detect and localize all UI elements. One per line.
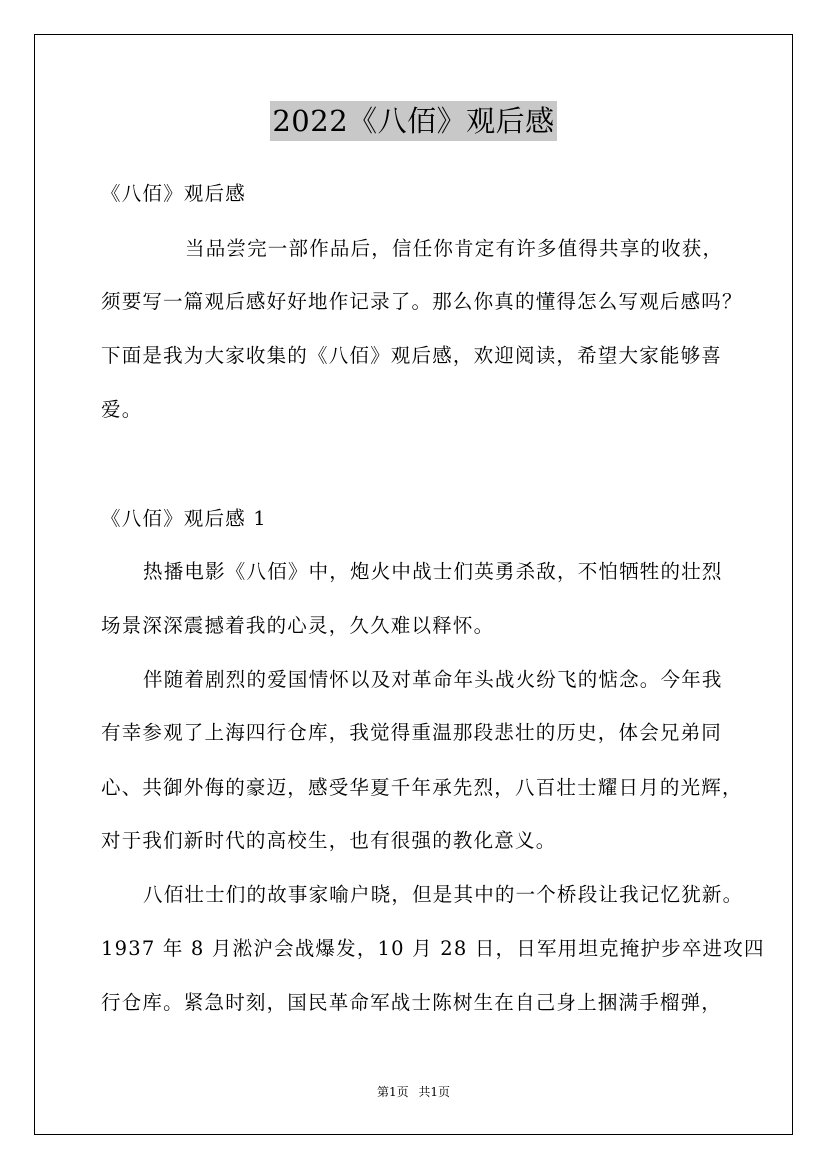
page-footer <box>0 1084 827 1100</box>
text-line: 须要写一篇观后感好好地作记录了。那么你真的懂得怎么写观后感吗？ <box>101 290 743 313</box>
text-line: 下面是我为大家收集的《八佰》观后感，欢迎阅读，希望大家能够喜 <box>101 344 723 367</box>
document-title: 2022《八佰》观后感 <box>270 101 556 141</box>
text-line: 对于我们新时代的高校生，也有很强的教化意义。 <box>101 829 557 852</box>
text-line: 心、共御外侮的豪迈，感受华夏千年承先烈，八百壮士耀日月的光辉， <box>101 776 743 799</box>
text-line: 《八佰》观后感 <box>101 182 246 205</box>
text-line: 爱。 <box>101 398 143 421</box>
text-line: 场景深深震撼着我的心灵，久久难以释怀。 <box>101 614 495 637</box>
text-line: 热播电影《八佰》中，炮火中战士们英勇杀敌，不怕牺牲的壮烈 <box>143 560 723 583</box>
text-line: 1937 年 8 月淞沪会战爆发，10 月 28 日，日军用坦克掩护步卒进攻四 <box>101 937 765 960</box>
text-line: 行仓库。紧急时刻，国民革命军战士陈树生在自己身上捆满手榴弹， <box>101 991 723 1014</box>
text-line: 当品尝完一部作品后，信任你肯定有许多值得共享的收获， <box>185 237 724 260</box>
text-line: 有幸参观了上海四行仓库，我觉得重温那段悲壮的历史，体会兄弟同 <box>101 721 723 744</box>
text-line: 八佰壮士们的故事家喻户晓，但是其中的一个桥段让我记忆犹新。 <box>143 883 744 906</box>
page-number: 第1页 <box>376 1085 409 1099</box>
page-total: 共1页 <box>418 1085 451 1099</box>
section-heading: 《八佰》观后感 1 <box>101 507 267 530</box>
text-line: 伴随着剧烈的爱国情怀以及对革命年头战火纷飞的惦念。今年我 <box>143 668 723 691</box>
title-container <box>0 101 827 141</box>
